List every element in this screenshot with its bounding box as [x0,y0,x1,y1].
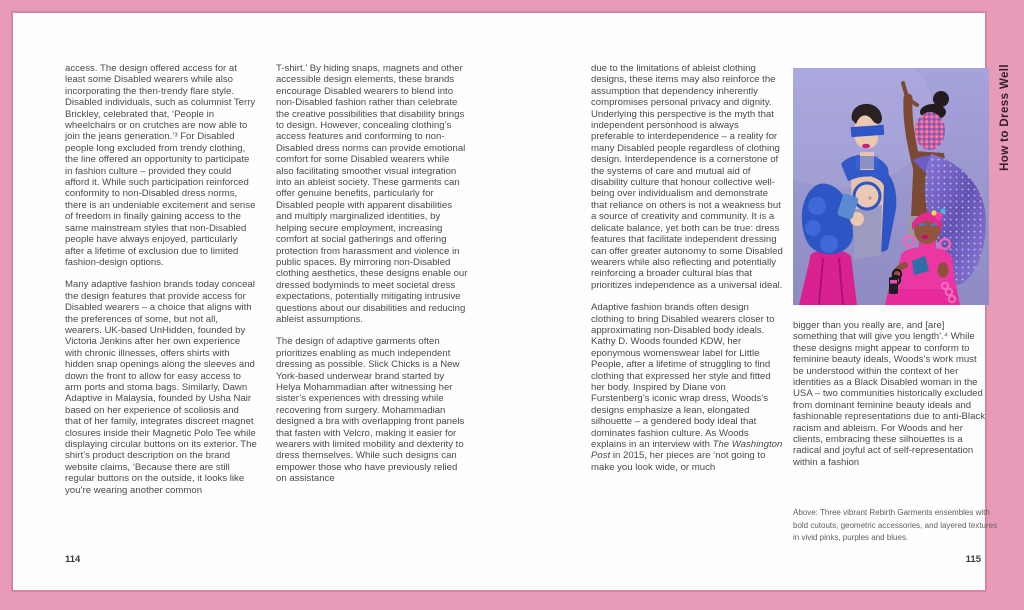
body-paragraph: Many adaptive fashion brands today conceal the design features that provide access for Disabled wearers – a choice that aligns with the preferences of some, but not all, wearers. UK-based UnHidden, founded by Victoria Jenkins after her own experience with chronic illnesses, offers shirts with hidden snap openings along the sleeves and down the front to allow for easy access to arm ports and stoma bags. Similarly, Dawn Adaptive in Malaysia, founded by Usha Nair based on her experience of scoliosis and that of her family, integrates discreet magnet closures inside their Magnetic Polo Tee while displaying circular buttons on its exterior. The shirt’s product description on the brand website claims, ‘Because there are still regular buttons on the outside, it looks like you’re wearing another common [65,279,257,496]
text-column-1 [65,63,257,507]
text-column-3 [591,63,783,484]
paragraph-segment: in 2015, her pieces are ‘not going to make you look wide, or much [591,450,766,473]
running-head-label: How to Dress Well [998,64,1011,171]
book-spread [13,13,998,590]
page-number-left: 114 [65,554,81,565]
photo-caption: Above: Three vibrant Rebirth Garments ensembles with bold cutouts, geometric accessories, and layered textures in vivid pinks, purples and blues. [793,508,998,543]
body-paragraph: T-shirt.’ By hiding snaps, magnets and other accessible design elements, these brands encourage Disabled wearers to blend into non-Disabled fashion rather than celebrate the creative possibilities that disability brings to design. However, concealing clothing’s access features and conforming to non-Disabled dress norms can provide emotional comfort for some Disabled wearers while also facilitating smoother visual integration into an ableist society. These garments can offer genuine benefits, particularly for Disabled people with apparent disabilities and multiply marginalized identities, by helping secure employment, increasing comfort at social gatherings and offering protection from harassment and violence in public spaces. By mirroring non-Disabled clothing aesthetics, these designs enable our dressed bodyminds to meet societal dress expectations, potentially mitigating intrusive questions about our disabilities and reducing ableist assumptions. [276,63,468,325]
body-paragraph: due to the limitations of ableist clothing designs, these items may also reinforce the assumption that dependency inherently compromises personal privacy and dignity. Underlying this perspective is the myth that independent personhood is always preferable to interdependence – a reality for many Disabled people regardless of clothing design. Interdependence is a cornerstone of the systems of care and mutual aid of disability culture that honour collective well-being over individualism and demonstrate that reliance on others is not a weakness but a source of creativity and community. It is a delicate balance, yet both can be true: dress features that facilitate independent dressing can offer greater autonomy to some Disabled wearers while also reflecting and potentially reinforcing a broader cultural bias that prioritizes independence as a universal ideal. [591,63,783,291]
rebirth-garments-photo [793,68,989,305]
body-paragraph: The design of adaptive garments often prioritizes enabling as much independent dressing as possible. Slick Chicks is a New York-based underwear brand started by Helya Mohammadian after witnessing her sister’s experiences with dressing while recovering from surgery. Mohammadian designed a bra with overlapping front panels that fasten with Velcro, making it easier for wearers with limited mobility and dexterity to dress themselves. While such designs can empower those who have previously relied on assistance [276,336,465,485]
italic-title: The Washington Post [591,439,783,462]
running-head-strip [985,40,1024,195]
text-column-2 [276,63,468,496]
page-number-right: 115 [965,554,981,565]
body-paragraph: access. The design offered access for at least some Disabled wearers while also incorporating the then-trendy flare style. Disabled individuals, such as columnist Terry Brickley, celebrated that, ‘People in wheelchairs or on crutches are now able to join the jeans generation.’³ For Disabled people long excluded from trendy clothing, the line offered an opportunity to participate in fashion culture – provided they could afford it. While such participation reinforced conformity to non-Disabled dress norms, there is an undeniable excitement and sense of freedom in finally gaining access to the same mainstream styles that non-Disabled people have always enjoyed, particularly after a lifetime of exclusion due to limited fashion-design options. [65,63,256,268]
body-paragraph [591,302,783,473]
paragraph-segment: Adaptive fashion brands often design clothing to bring Disabled wearers closer to approximating non-Disabled body ideals. Kathy D. Woods founded KDW, her eponymous womenswear label for Little People, after a lifetime of struggling to find clothing that expressed her style and fitted her body. Inspired by Diane von Furstenberg’s iconic wrap dress, Woods’s designs emphasize a lean, elongated silhouette – a gendered body ideal that dominates fashion culture. As Woods explains in an interview with [591,302,775,450]
body-paragraph: bigger than you really are, and [are] something that will give you length’.⁴ While these designs might appear to conform to feminine beauty ideals, Woods’s work must be understood within the context of her identities as a Black Disabled woman in the USA – two communities historically excluded from dominant feminine beauty ideals and fashionable representations due to anti-Black racism and ableism. For Woods and her clients, embracing these silhouettes is a radical and joyful act of self-representation within a fashion [793,320,985,468]
text-column-4 [793,320,989,479]
